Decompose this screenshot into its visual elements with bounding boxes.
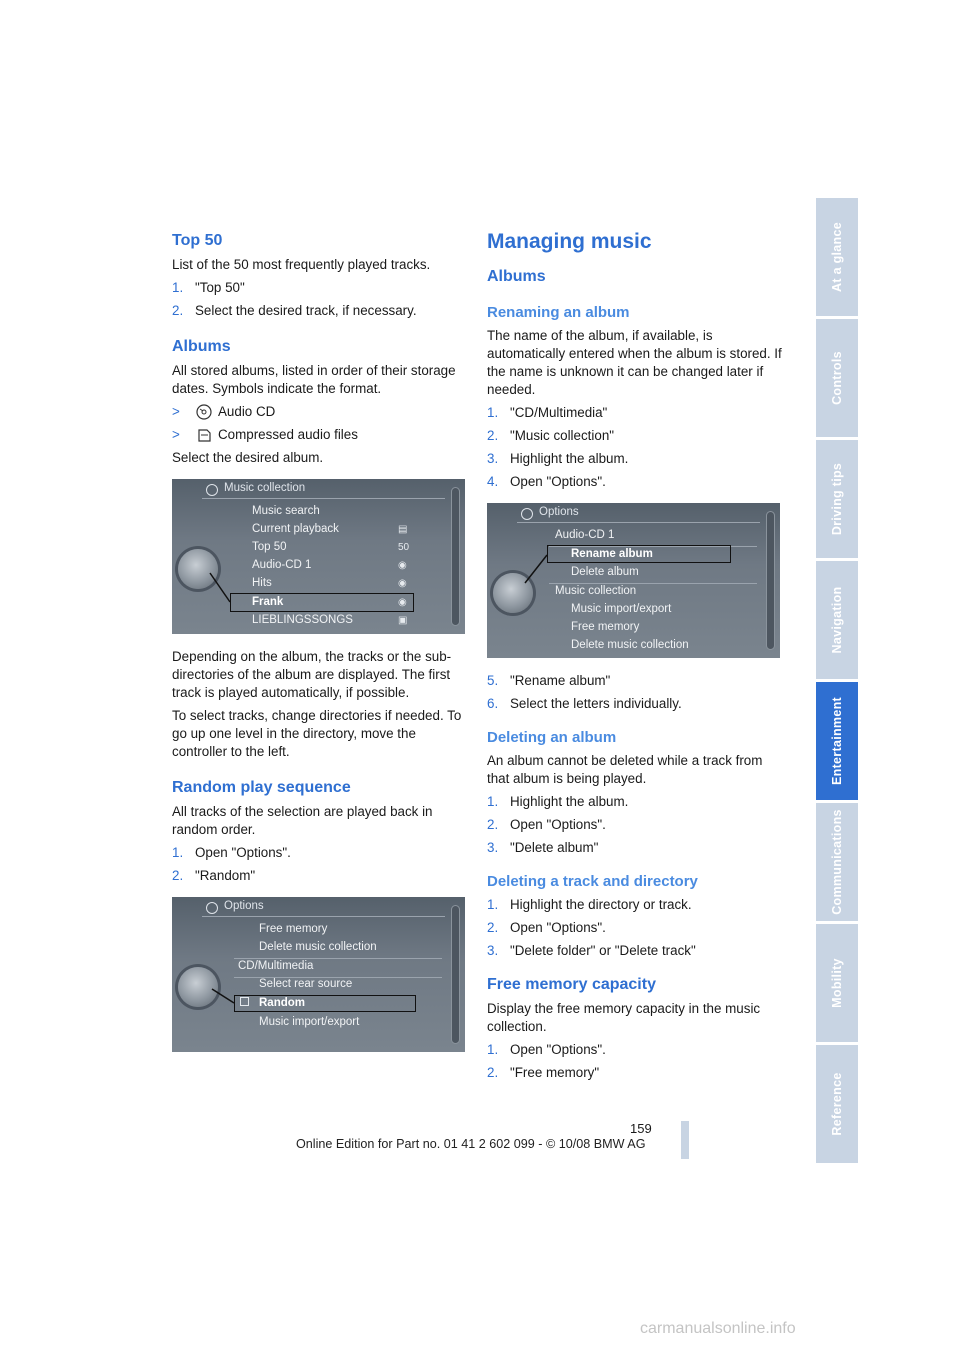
options-screen-rename <box>487 503 780 658</box>
albums-select: Select the desired album. <box>172 450 324 465</box>
tab-reference[interactable]: Reference <box>816 1045 858 1163</box>
music-collection-screen <box>172 479 465 634</box>
screen-title: Options <box>202 897 445 917</box>
cd-icon: ◉ <box>398 560 407 571</box>
step: 1. Highlight the album. <box>487 794 629 809</box>
step: 6. Select the letters individually. <box>487 696 682 711</box>
menu-item-selected: Frank <box>252 596 284 608</box>
top50-intro: List of the 50 most frequently played tracks. <box>172 257 431 272</box>
menu-item: Audio-CD 1 <box>555 529 615 541</box>
albums-heading: Albums <box>487 268 546 285</box>
free-heading: Free memory capacity <box>487 976 656 993</box>
menu-item: Delete album <box>571 566 639 578</box>
screen-title: Options <box>517 503 760 523</box>
compressed-file-icon: ▣ <box>398 615 408 626</box>
step: 3. "Delete album" <box>487 840 599 855</box>
albums-intro: All stored albums, listed in order of their storage dates. Symbols indicate the format. <box>172 363 456 396</box>
rename-intro: The name of the album, if available, is automatically entered when the album is stored. If the name is unknown it can be changed later if needed. <box>487 328 782 397</box>
step: 1. Highlight the directory or track. <box>487 897 692 912</box>
screen-title: Music collection <box>202 479 445 499</box>
tab-mobility[interactable]: Mobility <box>816 924 858 1042</box>
menu-item: Top 50 <box>252 541 287 553</box>
step: 1. "Top 50" <box>172 280 245 295</box>
delete-intro: An album cannot be deleted while a track from that album is being played. <box>487 753 763 786</box>
track-icon: ▤ <box>398 524 408 535</box>
step: 2. Open "Options". <box>487 920 606 935</box>
tab-controls[interactable]: Controls <box>816 319 858 437</box>
pointer-line <box>172 479 465 634</box>
menu-item: LIEBLINGSSONGS <box>252 614 353 626</box>
menu-item: Select rear source <box>259 978 353 990</box>
bullet-compressed: > Compressed audio files <box>172 427 358 442</box>
menu-item: Current playback <box>252 523 339 535</box>
top50-heading: Top 50 <box>172 232 223 249</box>
step: 1. Open "Options". <box>487 1042 606 1057</box>
cd-icon: ◉ <box>398 597 407 608</box>
top50-icon: 50 <box>398 542 410 553</box>
page-marker <box>681 1121 689 1159</box>
menu-item: CD/Multimedia <box>238 960 314 972</box>
bullet-audio-cd: > Audio CD <box>172 404 276 419</box>
compressed-file-icon <box>196 427 212 443</box>
step: 2. Open "Options". <box>487 817 606 832</box>
tab-communications[interactable]: Communications <box>816 803 858 921</box>
menu-item: Audio-CD 1 <box>252 559 312 571</box>
tab-navigation[interactable]: Navigation <box>816 561 858 679</box>
options-screen-random <box>172 897 465 1052</box>
albums-heading: Albums <box>172 338 231 355</box>
random-heading: Random play sequence <box>172 779 351 796</box>
delete-heading: Deleting an album <box>487 729 617 746</box>
chapter-sidebar <box>816 198 858 1166</box>
albums-p1: Depending on the album, the tracks or the sub-directories of the album are displayed. The first track is played automatically, if possible. <box>172 649 452 700</box>
step: 2. "Random" <box>172 868 256 883</box>
menu-item: Music import/export <box>571 603 672 615</box>
rename-heading: Renaming an album <box>487 304 630 321</box>
tab-entertainment[interactable]: Entertainment <box>816 682 858 800</box>
menu-item: Free memory <box>259 923 328 935</box>
menu-item: Music collection <box>555 585 637 597</box>
pointer-line <box>172 897 465 1052</box>
main-heading: Managing music <box>487 230 652 253</box>
step: 1. Open "Options". <box>172 845 291 860</box>
step: 2. "Free memory" <box>487 1065 600 1080</box>
step: 3. Highlight the album. <box>487 451 629 466</box>
free-intro: Display the free memory capacity in the music collection. <box>487 1001 761 1034</box>
watermark: carmanualsonline.info <box>640 1320 796 1337</box>
step: 5. "Rename album" <box>487 673 611 688</box>
menu-item: Delete music collection <box>259 941 377 953</box>
menu-item-selected: Rename album <box>571 548 653 560</box>
step: 2. "Music collection" <box>487 428 615 443</box>
menu-item: Free memory <box>571 621 640 633</box>
page-number: 159 <box>630 1121 652 1136</box>
cd-icon <box>196 404 212 420</box>
right-column <box>487 226 783 1087</box>
tab-at-a-glance[interactable]: At a glance <box>816 198 858 316</box>
random-intro: All tracks of the selection are played back in random order. <box>172 804 433 837</box>
step: 3. "Delete folder" or "Delete track" <box>487 943 696 958</box>
menu-item: Delete music collection <box>571 639 689 651</box>
menu-item-selected: Random <box>259 997 305 1009</box>
step: 2. Select the desired track, if necessary. <box>172 303 417 318</box>
footer-text: Online Edition for Part no. 01 41 2 602 099 - © 10/08 BMW AG <box>296 1137 646 1151</box>
step: 1. "CD/Multimedia" <box>487 405 608 420</box>
left-column <box>172 226 468 1066</box>
cd-icon: ◉ <box>398 578 407 589</box>
menu-item: Hits <box>252 577 272 589</box>
pointer-line <box>487 503 780 658</box>
menu-item: Music import/export <box>259 1016 360 1028</box>
tab-driving-tips[interactable]: Driving tips <box>816 440 858 558</box>
step: 4. Open "Options". <box>487 474 606 489</box>
menu-item: Music search <box>252 505 320 517</box>
albums-p2: To select tracks, change directories if needed. To go up one level in the directory, move the controller to the left. <box>172 708 462 759</box>
deltrack-heading: Deleting a track and directory <box>487 873 698 890</box>
